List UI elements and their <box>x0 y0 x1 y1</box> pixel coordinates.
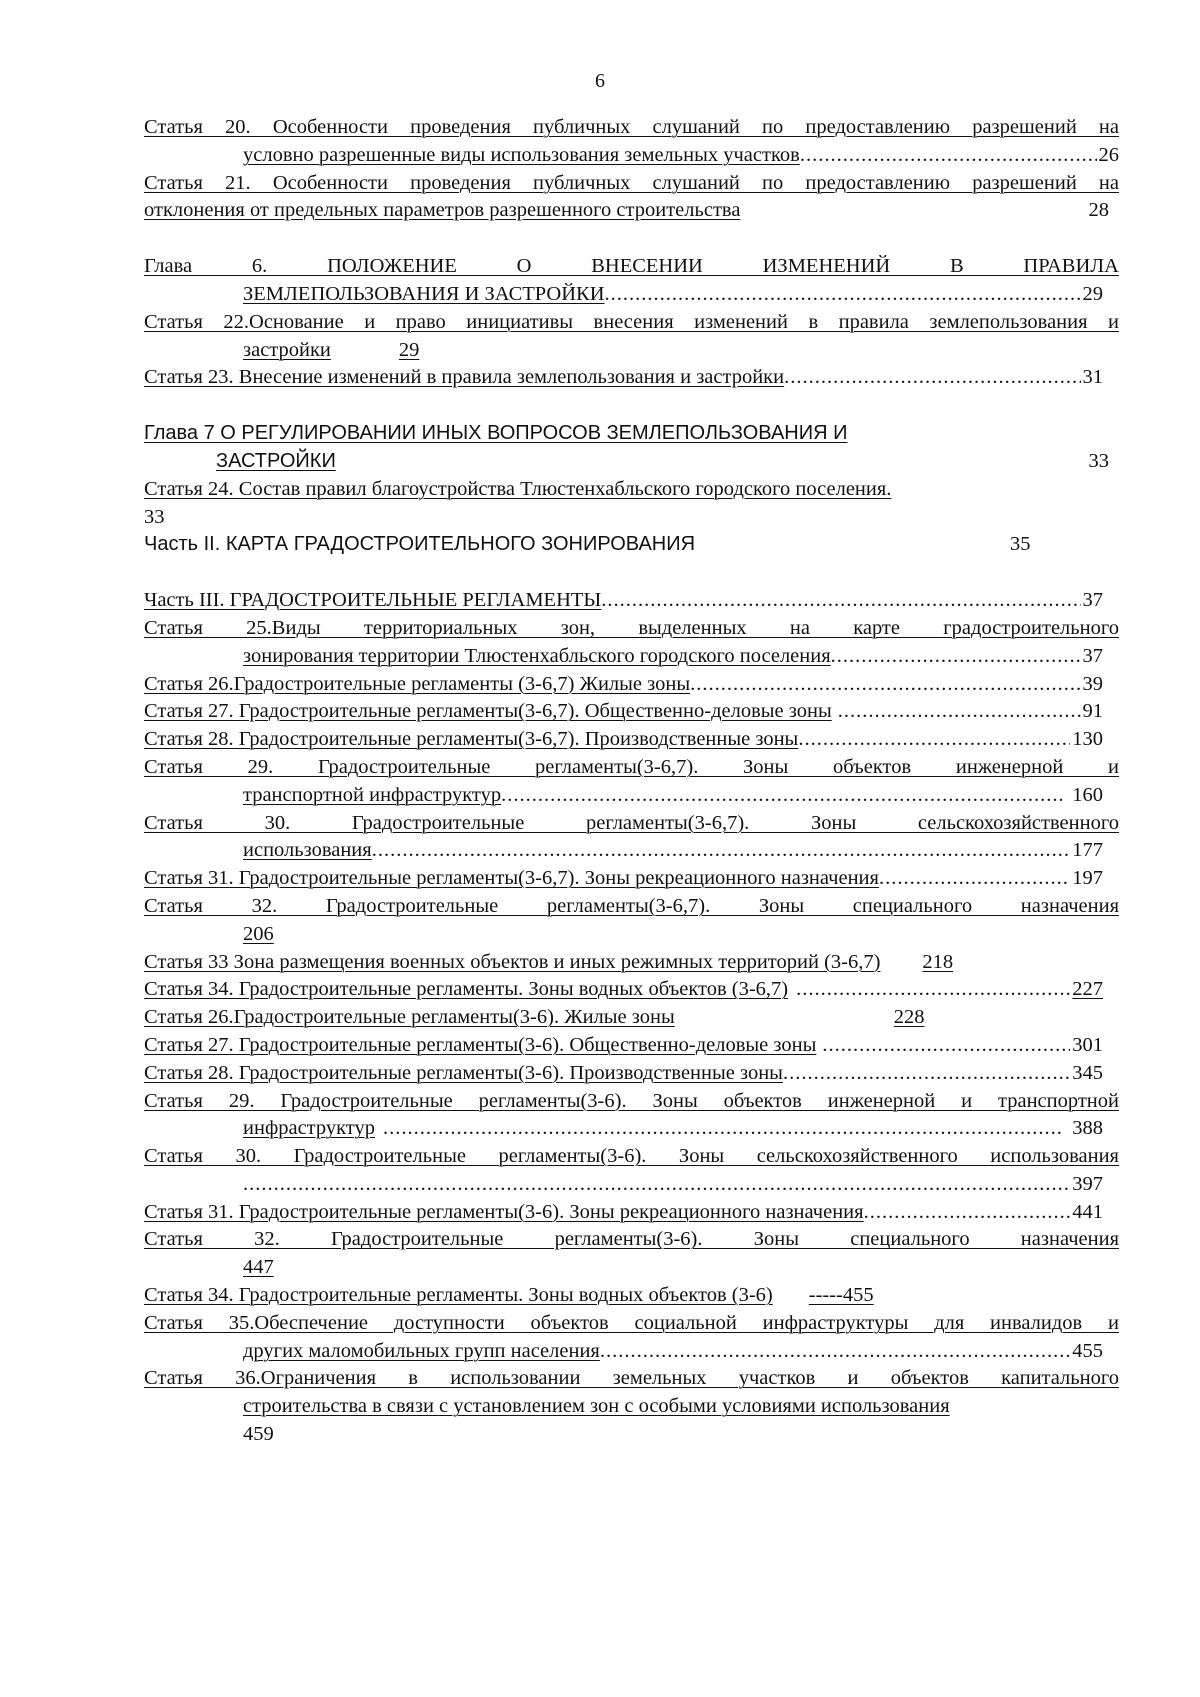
toc-entry-article-29-b[interactable] <box>144 1088 1119 1144</box>
toc-entry-article-27-b[interactable] <box>144 1032 1119 1060</box>
toc-entry-line: Статья 32. Градостроительные регламенты(3-6). Зоны специального назначения <box>144 1228 1119 1251</box>
toc-entry-article-22[interactable] <box>144 309 1119 365</box>
toc-entry-line: Статья 21. Особенности проведения публичных слушаний по предоставлению разрешений на <box>144 171 1119 194</box>
toc-entry-line: Глава 6. ПОЛОЖЕНИЕ О ВНЕСЕНИИ ИЗМЕНЕНИЙ В ПРАВИЛА <box>144 255 1119 278</box>
toc-entry-article-30-a[interactable] <box>144 810 1119 866</box>
toc-entry-line: транспортной инфраструктур <box>243 783 502 806</box>
toc-entry-article-25[interactable] <box>144 615 1119 671</box>
toc-entry-line: отклонения от предельных параметров разрешенного строительства <box>144 199 741 222</box>
toc-page-number: -----455 <box>808 1284 874 1307</box>
toc-entry-line: использования <box>243 839 372 862</box>
toc-page-number: 301 <box>1072 1033 1103 1056</box>
toc-entry-article-26-b[interactable] <box>144 1004 1119 1032</box>
toc-entry-line: Статья 34. Градостроительные регламенты. Зоны водных объектов (3-6,7) <box>144 978 789 1001</box>
toc-entry-line: других маломобильных групп населения <box>243 1339 600 1362</box>
toc-entry-line: Статья 29. Градостроительные регламенты(3-6). Зоны объектов инженерной и транспортной <box>144 1089 1119 1112</box>
toc-page-number: 130 <box>1072 728 1103 751</box>
toc-entry-line: Статья 31. Градостроительные регламенты(3-6). Зоны рекреационного назначения <box>144 1200 864 1223</box>
page-number: 6 <box>595 70 605 92</box>
toc-entry-line: Статья 30. Градостроительные регламенты(3-6,7). Зоны сельскохозяйственного <box>144 811 1119 834</box>
toc-page-number: 459 <box>243 1423 274 1446</box>
toc-page-number: 31 <box>1082 366 1103 389</box>
toc-page-number: 160 <box>1072 783 1103 806</box>
toc-page-number: 455 <box>1072 1339 1103 1362</box>
toc-page-number: 37 <box>1082 589 1103 612</box>
toc-entry-article-34-a[interactable] <box>144 976 1119 1004</box>
toc-entry-line: ЗАСТРОЙКИ <box>216 449 336 472</box>
toc-entry-article-27-a[interactable] <box>144 698 1119 726</box>
toc-entry-line: инфраструктур <box>243 1117 375 1140</box>
toc-entry-line: Статья 27. Градостроительные регламенты(3-6). Общественно-деловые зоны <box>144 1033 817 1056</box>
toc-entry-article-31-b[interactable] <box>144 1199 1119 1227</box>
toc-page-number: 33 <box>1088 449 1109 472</box>
toc-entry-line: Статья 26.Градостроительные регламенты (3-6,7) Жилые зоны <box>144 672 691 695</box>
toc-page-number: 228 <box>893 1006 925 1029</box>
toc-page-number: 206 <box>243 922 274 945</box>
toc-entry-article-32-b[interactable] <box>144 1226 1119 1282</box>
toc-entry-article-28-a[interactable] <box>144 726 1119 754</box>
toc-page-number: 26 <box>1098 143 1119 166</box>
toc-page-number: 227 <box>1072 978 1103 1001</box>
toc-page-number: 91 <box>1082 700 1103 723</box>
toc-entry-article-21[interactable] <box>144 170 1119 226</box>
toc-page-number: 39 <box>1082 672 1103 695</box>
toc-entry-line: застройки <box>243 338 331 361</box>
toc-page-number: 218 <box>922 950 954 973</box>
toc-entry-article-24[interactable] <box>144 476 1119 532</box>
toc-entry-line: Статья 23. Внесение изменений в правила землепользования и застройки <box>144 366 785 389</box>
toc-page-number: 35 <box>1010 533 1031 556</box>
toc-entry-article-36[interactable] <box>144 1365 1119 1448</box>
toc-page-number: 37 <box>1082 644 1103 667</box>
toc-entry-article-34-b[interactable] <box>144 1282 1119 1310</box>
toc-page-number: 388 <box>1072 1117 1103 1140</box>
toc-entry-line: Глава 7 О РЕГУЛИРОВАНИИ ИНЫХ ВОПРОСОВ ЗЕМЛЕПОЛЬЗОВАНИЯ И <box>144 422 848 445</box>
toc-entry-article-35[interactable] <box>144 1310 1119 1366</box>
toc-entry-article-26-a[interactable] <box>144 671 1119 699</box>
toc-entry-line: Статья 27. Градостроительные регламенты(3-6,7). Общественно-деловые зоны <box>144 700 832 723</box>
toc-entry-line: Статья 31. Градостроительные регламенты(3-6,7). Зоны рекреационного назначения <box>144 867 879 890</box>
toc-entry-chapter-6[interactable] <box>144 253 1119 309</box>
toc-entry-line: Статья 34. Градостроительные регламенты. Зоны водных объектов (3-6) <box>144 1284 773 1307</box>
toc-entry-article-33[interactable] <box>144 949 1119 977</box>
toc-entry-line: зонирования территории Тлюстенхабльского городского поселения <box>243 644 831 667</box>
toc-entry-line: Статья 29. Градостроительные регламенты(3-6,7). Зоны объектов инженерной и <box>144 755 1119 778</box>
toc-entry-article-29-a[interactable] <box>144 754 1119 810</box>
toc-entry-line: Статья 30. Градостроительные регламенты(3-6). Зоны сельскохозяйственного использования <box>144 1145 1119 1168</box>
toc-entry-line: Часть III. ГРАДОСТРОИТЕЛЬНЫЕ РЕГЛАМЕНТЫ <box>144 589 602 612</box>
toc-page-number: 447 <box>243 1256 274 1279</box>
toc-entry-article-30-b[interactable] <box>144 1143 1119 1199</box>
toc-page-number: 397 <box>1072 1172 1103 1195</box>
toc-entry-article-23[interactable] <box>144 364 1119 392</box>
toc-entry-article-28-b[interactable] <box>144 1060 1119 1088</box>
toc-entry-line: Статья 36.Ограничения в использовании земельных участков и объектов капитального <box>144 1367 1119 1390</box>
toc-entry-line: Статья 24. Состав правил благоустройства Тлюстенхабльского городского поселения. <box>144 477 892 500</box>
table-of-contents <box>144 114 1119 1449</box>
toc-page-number: 177 <box>1072 839 1103 862</box>
toc-entry-line: условно разрешенные виды использования земельных участков <box>243 143 800 166</box>
toc-page-number: 345 <box>1072 1061 1103 1084</box>
toc-entry-line: Часть II. КАРТА ГРАДОСТРОИТЕЛЬНОГО ЗОНИРОВАНИЯ <box>144 533 696 556</box>
toc-entry-line: Статья 35.Обеспечение доступности объектов социальной инфраструктуры для инвалидов и <box>144 1311 1119 1334</box>
toc-entry-part-2[interactable] <box>144 531 1119 559</box>
toc-page-number: 441 <box>1072 1200 1103 1223</box>
toc-entry-line: Статья 33 Зона размещения военных объектов и иных режимных территорий (3-6,7) <box>144 950 881 973</box>
toc-entry-line: Статья 32. Градостроительные регламенты(3-6,7). Зоны специального назначения <box>144 894 1119 917</box>
toc-entry-article-20[interactable] <box>144 114 1119 170</box>
toc-entry-part-3[interactable] <box>144 587 1119 615</box>
toc-entry-line: Статья 28. Градостроительные регламенты(3-6). Производственные зоны <box>144 1061 783 1084</box>
toc-page-number: 33 <box>144 505 165 528</box>
toc-entry-line: строительства в связи с установлением зон с особыми условиями использования <box>243 1395 950 1418</box>
toc-page-number: 197 <box>1072 867 1103 890</box>
toc-page-number: 28 <box>1088 199 1109 222</box>
toc-entry-article-31-a[interactable] <box>144 865 1119 893</box>
toc-entry-line: Статья 20. Особенности проведения публичных слушаний по предоставлению разрешений на <box>144 116 1119 138</box>
toc-entry-line: Статья 25.Виды территориальных зон, выделенных на карте градостроительного <box>144 616 1119 639</box>
toc-page-number: 29 <box>1082 282 1103 305</box>
toc-entry-line: ЗЕМЛЕПОЛЬЗОВАНИЯ И ЗАСТРОЙКИ <box>243 282 605 305</box>
toc-entry-line: Статья 22.Основание и право инициативы внесения изменений в правила землепользования и <box>144 310 1119 333</box>
toc-entry-article-32-a[interactable] <box>144 893 1119 949</box>
toc-entry-chapter-7[interactable] <box>144 420 1119 476</box>
toc-entry-line: Статья 28. Градостроительные регламенты(3-6,7). Производственные зоны <box>144 728 799 751</box>
toc-entry-line: Статья 26.Градостроительные регламенты(3-6). Жилые зоны <box>144 1006 675 1029</box>
toc-page-number: 29 <box>398 338 420 361</box>
